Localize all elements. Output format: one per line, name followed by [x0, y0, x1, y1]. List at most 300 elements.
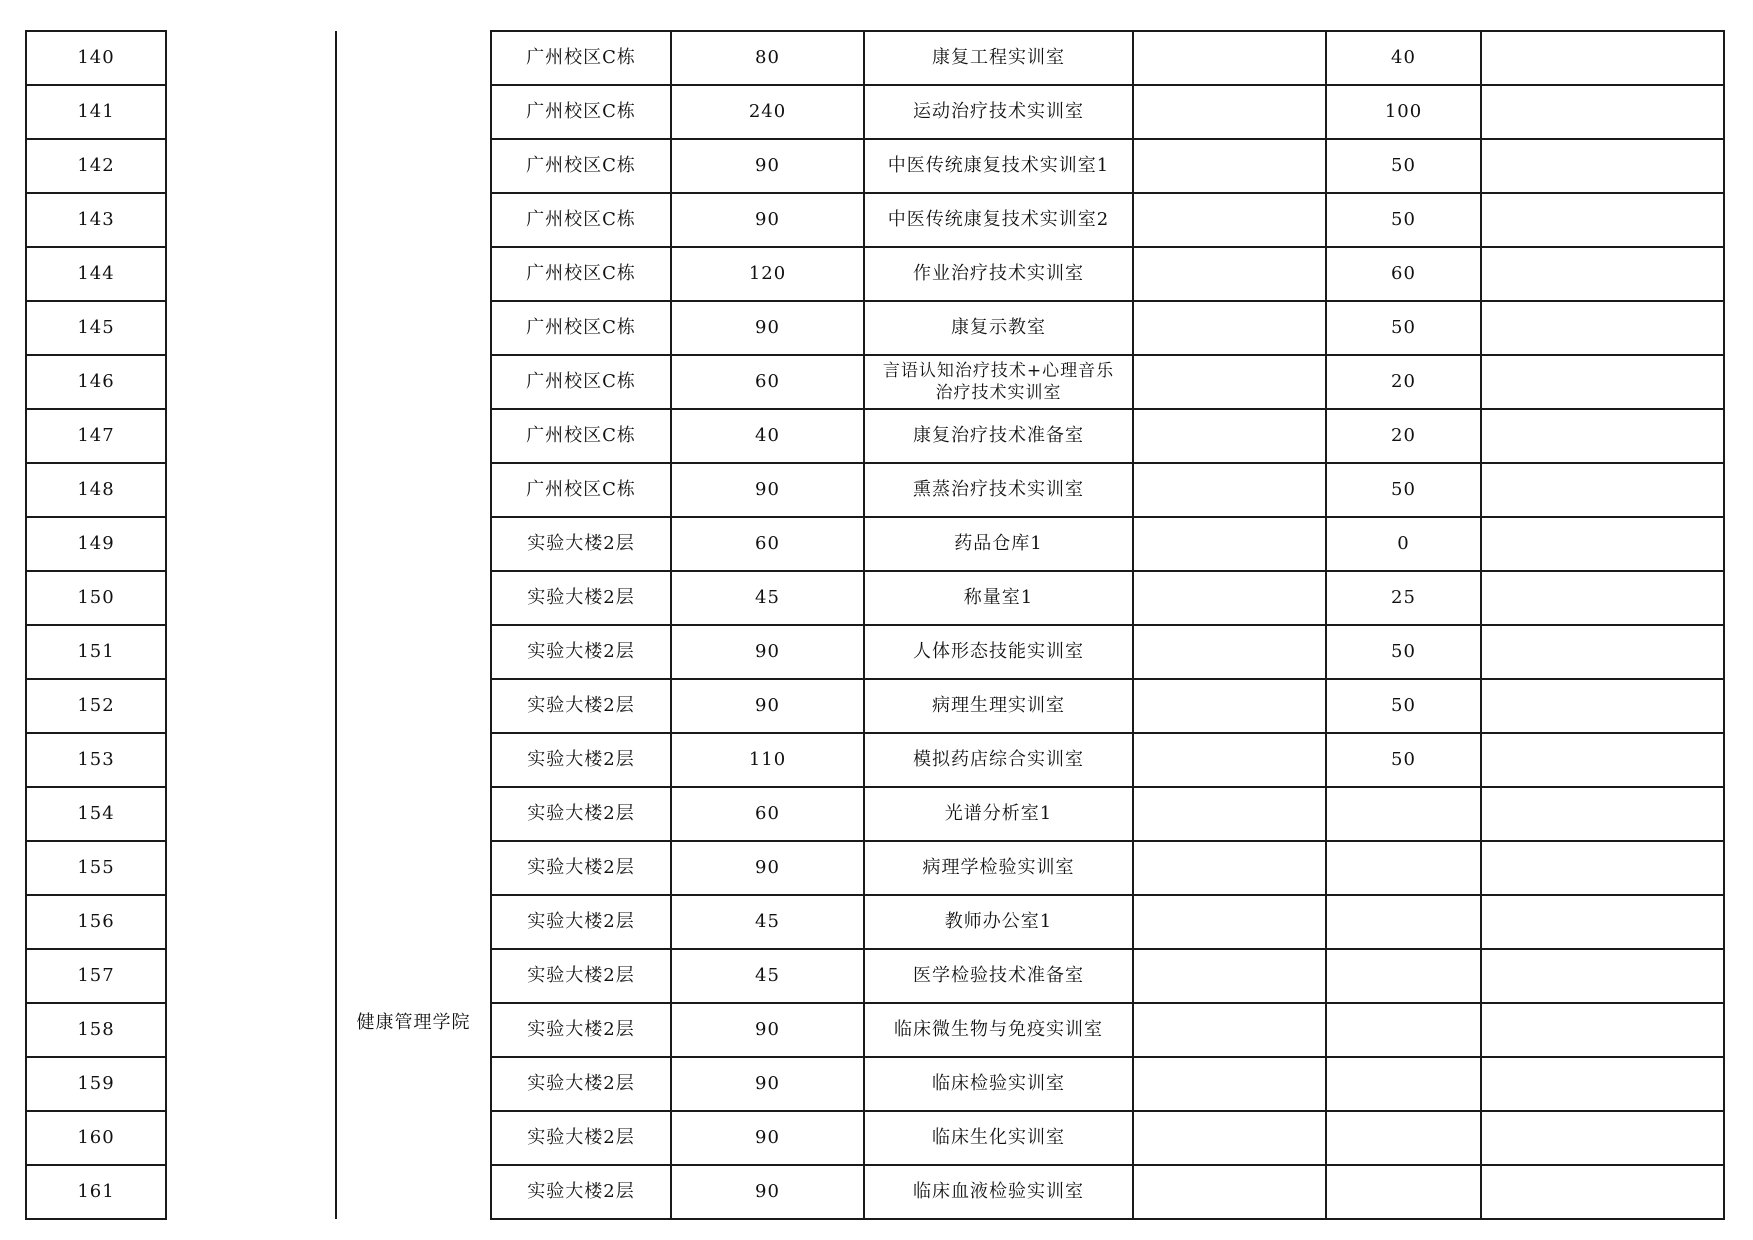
room-name-cell	[864, 895, 1133, 949]
table-row	[26, 517, 1724, 571]
extra-cell	[1133, 625, 1326, 679]
location-cell	[491, 841, 671, 895]
location-cell	[491, 139, 671, 193]
location-cell	[491, 463, 671, 517]
room-name-cell	[864, 193, 1133, 247]
room-name-cell	[864, 301, 1133, 355]
area-cell	[671, 355, 864, 409]
location-cell-text: 广州校区C栋	[526, 479, 636, 500]
capacity-cell-text: 25	[1391, 587, 1416, 608]
room-name-cell-text: 熏蒸治疗技术实训室	[913, 479, 1084, 500]
spacer-cell	[166, 247, 336, 301]
note-cell	[1481, 1003, 1724, 1057]
note-cell	[1481, 1165, 1724, 1219]
location-cell	[491, 1111, 671, 1165]
area-cell	[671, 247, 864, 301]
capacity-cell-text: 0	[1397, 533, 1410, 554]
spacer-cell	[166, 139, 336, 193]
row-number-cell	[26, 571, 166, 625]
location-cell	[491, 625, 671, 679]
spacer-cell	[166, 949, 336, 1003]
location-cell	[491, 733, 671, 787]
room-name-cell	[864, 1057, 1133, 1111]
department-cell	[336, 31, 491, 1219]
area-cell	[671, 571, 864, 625]
spacer-cell	[166, 1111, 336, 1165]
location-cell	[491, 1165, 671, 1219]
location-cell-text: 广州校区C栋	[526, 317, 636, 338]
capacity-cell	[1326, 949, 1481, 1003]
note-cell	[1481, 1111, 1724, 1165]
room-name-cell	[864, 625, 1133, 679]
capacity-cell	[1326, 787, 1481, 841]
location-cell	[491, 409, 671, 463]
table-row	[26, 733, 1724, 787]
row-number-cell-text: 145	[77, 317, 115, 338]
extra-cell	[1133, 463, 1326, 517]
capacity-cell	[1326, 841, 1481, 895]
extra-cell	[1133, 679, 1326, 733]
capacity-cell-text: 50	[1391, 695, 1416, 716]
row-number-cell-text: 158	[77, 1019, 115, 1040]
extra-cell	[1133, 787, 1326, 841]
extra-cell	[1133, 517, 1326, 571]
location-cell	[491, 301, 671, 355]
table-row	[26, 895, 1724, 949]
table-row	[26, 409, 1724, 463]
capacity-cell	[1326, 301, 1481, 355]
capacity-cell-text: 20	[1391, 371, 1416, 392]
area-cell-text: 90	[755, 1073, 780, 1094]
extra-cell	[1133, 733, 1326, 787]
extra-cell	[1133, 193, 1326, 247]
table-row	[26, 571, 1724, 625]
spacer-cell	[166, 571, 336, 625]
room-name-cell	[864, 949, 1133, 1003]
spacer-cell	[166, 625, 336, 679]
extra-cell	[1133, 301, 1326, 355]
capacity-cell	[1326, 625, 1481, 679]
location-cell-text: 广州校区C栋	[526, 371, 636, 392]
area-cell-text: 40	[755, 425, 780, 446]
area-cell	[671, 301, 864, 355]
note-cell	[1481, 733, 1724, 787]
row-number-cell-text: 153	[77, 749, 115, 770]
location-cell-text: 实验大楼2层	[527, 1181, 635, 1202]
row-number-cell	[26, 841, 166, 895]
room-name-cell	[864, 463, 1133, 517]
room-name-cell	[864, 733, 1133, 787]
area-cell-text: 60	[755, 371, 780, 392]
spacer-cell	[166, 409, 336, 463]
room-name-cell-text: 临床生化实训室	[932, 1127, 1065, 1148]
spacer-cell	[166, 1165, 336, 1219]
row-number-cell-text: 147	[77, 425, 115, 446]
row-number-cell	[26, 355, 166, 409]
capacity-cell	[1326, 895, 1481, 949]
area-cell	[671, 85, 864, 139]
room-name-cell	[864, 31, 1133, 85]
location-cell	[491, 679, 671, 733]
spacer-cell	[166, 1057, 336, 1111]
area-cell-text: 120	[748, 263, 787, 284]
note-cell	[1481, 355, 1724, 409]
room-name-cell	[864, 409, 1133, 463]
row-number-cell-text: 141	[77, 101, 115, 122]
row-number-cell-text: 143	[77, 209, 115, 230]
extra-cell	[1133, 1111, 1326, 1165]
spacer-cell	[166, 895, 336, 949]
room-name-cell-text: 中医传统康复技术实训室1	[887, 155, 1110, 176]
row-number-cell-text: 140	[77, 47, 115, 68]
location-cell-text: 实验大楼2层	[527, 587, 635, 608]
location-cell-text: 实验大楼2层	[527, 911, 635, 932]
table-row	[26, 139, 1724, 193]
room-name-cell-text: 光谱分析室1	[944, 803, 1053, 824]
spacer-cell	[166, 301, 336, 355]
extra-cell	[1133, 571, 1326, 625]
area-cell-text: 90	[755, 857, 780, 878]
row-number-cell	[26, 1111, 166, 1165]
extra-cell	[1133, 31, 1326, 85]
location-cell	[491, 517, 671, 571]
capacity-cell-text: 50	[1391, 209, 1416, 230]
note-cell	[1481, 949, 1724, 1003]
room-name-cell-text: 人体形态技能实训室	[913, 641, 1084, 662]
room-name-cell	[864, 1111, 1133, 1165]
room-name-cell-text: 模拟药店综合实训室	[913, 749, 1084, 770]
capacity-cell-text: 60	[1391, 263, 1416, 284]
row-number-cell	[26, 301, 166, 355]
row-number-cell	[26, 247, 166, 301]
capacity-cell	[1326, 85, 1481, 139]
area-cell	[671, 409, 864, 463]
room-name-cell-text: 言语认知治疗技术+心理音乐 治疗技术实训室	[882, 361, 1115, 403]
row-number-cell	[26, 193, 166, 247]
area-cell-text: 90	[755, 479, 780, 500]
table-row	[26, 1003, 1724, 1057]
table-row	[26, 247, 1724, 301]
room-name-cell	[864, 571, 1133, 625]
note-cell	[1481, 625, 1724, 679]
location-cell-text: 实验大楼2层	[527, 1073, 635, 1094]
area-cell	[671, 733, 864, 787]
location-cell-text: 广州校区C栋	[526, 425, 636, 446]
room-name-cell	[864, 85, 1133, 139]
area-cell	[671, 463, 864, 517]
capacity-cell	[1326, 679, 1481, 733]
note-cell	[1481, 841, 1724, 895]
location-cell	[491, 85, 671, 139]
room-name-cell-text: 病理生理实训室	[932, 695, 1065, 716]
capacity-cell	[1326, 193, 1481, 247]
row-number-cell-text: 157	[77, 965, 115, 986]
spacer-cell	[166, 193, 336, 247]
area-cell-text: 90	[755, 641, 780, 662]
table-row	[26, 625, 1724, 679]
extra-cell	[1133, 139, 1326, 193]
table-row	[26, 1165, 1724, 1219]
spacer-cell	[166, 1003, 336, 1057]
area-cell	[671, 787, 864, 841]
room-name-cell	[864, 517, 1133, 571]
table-row	[26, 193, 1724, 247]
location-cell-text: 实验大楼2层	[527, 749, 635, 770]
area-cell-text: 90	[755, 1019, 780, 1040]
area-cell-text: 90	[755, 155, 780, 176]
row-number-cell-text: 148	[77, 479, 115, 500]
area-cell-text: 45	[755, 965, 780, 986]
area-cell	[671, 1057, 864, 1111]
note-cell	[1481, 301, 1724, 355]
room-name-cell	[864, 1165, 1133, 1219]
extra-cell	[1133, 895, 1326, 949]
capacity-cell	[1326, 409, 1481, 463]
capacity-cell	[1326, 1111, 1481, 1165]
location-cell	[491, 247, 671, 301]
location-cell	[491, 787, 671, 841]
extra-cell	[1133, 355, 1326, 409]
room-name-cell	[864, 355, 1133, 409]
extra-cell	[1133, 1003, 1326, 1057]
extra-cell	[1133, 841, 1326, 895]
row-number-cell	[26, 1057, 166, 1111]
area-cell-text: 90	[755, 695, 780, 716]
row-number-cell	[26, 517, 166, 571]
row-number-cell-text: 155	[77, 857, 115, 878]
location-cell	[491, 1057, 671, 1111]
spacer-cell	[166, 679, 336, 733]
row-number-cell	[26, 139, 166, 193]
area-cell	[671, 517, 864, 571]
row-number-cell-text: 144	[77, 263, 115, 284]
location-cell-text: 实验大楼2层	[527, 965, 635, 986]
extra-cell	[1133, 1165, 1326, 1219]
table-row	[26, 679, 1724, 733]
note-cell	[1481, 193, 1724, 247]
row-number-cell	[26, 409, 166, 463]
table-row	[26, 31, 1724, 85]
capacity-cell	[1326, 463, 1481, 517]
capacity-cell-text: 40	[1391, 47, 1416, 68]
room-name-cell-text: 称量室1	[963, 587, 1034, 608]
area-cell	[671, 1165, 864, 1219]
note-cell	[1481, 31, 1724, 85]
area-cell	[671, 679, 864, 733]
location-cell-text: 实验大楼2层	[527, 641, 635, 662]
room-name-cell-text: 康复治疗技术准备室	[913, 425, 1084, 446]
extra-cell	[1133, 85, 1326, 139]
lab-room-table	[25, 30, 1725, 1220]
capacity-cell	[1326, 31, 1481, 85]
capacity-cell	[1326, 1165, 1481, 1219]
location-cell	[491, 949, 671, 1003]
location-cell-text: 广州校区C栋	[526, 101, 636, 122]
location-cell-text: 实验大楼2层	[527, 695, 635, 716]
location-cell-text: 实验大楼2层	[527, 533, 635, 554]
area-cell-text: 60	[755, 803, 780, 824]
table-row	[26, 463, 1724, 517]
spacer-cell	[166, 463, 336, 517]
row-number-cell	[26, 679, 166, 733]
room-name-cell	[864, 247, 1133, 301]
table-row	[26, 949, 1724, 1003]
room-name-cell-text: 临床血液检验实训室	[913, 1181, 1084, 1202]
row-number-cell	[26, 463, 166, 517]
room-name-cell-text: 教师办公室1	[944, 911, 1053, 932]
capacity-cell-text: 50	[1391, 317, 1416, 338]
table-row	[26, 301, 1724, 355]
area-cell-text: 90	[755, 1127, 780, 1148]
spacer-cell	[166, 85, 336, 139]
table-row	[26, 1057, 1724, 1111]
area-cell-text: 90	[755, 317, 780, 338]
location-cell-text: 实验大楼2层	[527, 1127, 635, 1148]
capacity-cell	[1326, 247, 1481, 301]
location-cell	[491, 31, 671, 85]
location-cell	[491, 895, 671, 949]
location-cell-text: 实验大楼2层	[527, 803, 635, 824]
note-cell	[1481, 247, 1724, 301]
area-cell-text: 240	[748, 101, 787, 122]
room-name-cell	[864, 787, 1133, 841]
spacer-cell	[166, 517, 336, 571]
department-name: 健康管理学院	[356, 1012, 471, 1033]
room-name-cell	[864, 841, 1133, 895]
capacity-cell-text: 20	[1391, 425, 1416, 446]
row-number-cell	[26, 895, 166, 949]
area-cell	[671, 31, 864, 85]
room-name-cell-text: 医学检验技术准备室	[913, 965, 1084, 986]
area-cell-text: 80	[755, 47, 780, 68]
note-cell	[1481, 517, 1724, 571]
capacity-cell	[1326, 517, 1481, 571]
location-cell-text: 实验大楼2层	[527, 857, 635, 878]
location-cell-text: 广州校区C栋	[526, 263, 636, 284]
note-cell	[1481, 787, 1724, 841]
note-cell	[1481, 139, 1724, 193]
area-cell-text: 45	[755, 911, 780, 932]
capacity-cell-text: 50	[1391, 641, 1416, 662]
area-cell	[671, 841, 864, 895]
area-cell-text: 45	[755, 587, 780, 608]
capacity-cell	[1326, 139, 1481, 193]
note-cell	[1481, 895, 1724, 949]
room-name-cell-text: 临床微生物与免疫实训室	[894, 1019, 1103, 1040]
room-name-cell-text: 临床检验实训室	[932, 1073, 1065, 1094]
extra-cell	[1133, 1057, 1326, 1111]
capacity-cell-text: 50	[1391, 155, 1416, 176]
spacer-cell	[166, 787, 336, 841]
note-cell	[1481, 1057, 1724, 1111]
room-name-cell	[864, 139, 1133, 193]
room-name-cell-text: 运动治疗技术实训室	[913, 101, 1084, 122]
row-number-cell-text: 154	[77, 803, 115, 824]
note-cell	[1481, 463, 1724, 517]
capacity-cell	[1326, 355, 1481, 409]
note-cell	[1481, 571, 1724, 625]
room-name-cell-text: 康复工程实训室	[932, 47, 1065, 68]
table-row	[26, 1111, 1724, 1165]
row-number-cell	[26, 733, 166, 787]
area-cell	[671, 1111, 864, 1165]
row-number-cell	[26, 787, 166, 841]
spacer-cell	[166, 841, 336, 895]
table-row	[26, 841, 1724, 895]
location-cell-text: 广州校区C栋	[526, 155, 636, 176]
room-name-cell-text: 康复示教室	[951, 317, 1046, 338]
location-cell	[491, 193, 671, 247]
room-name-cell-text: 中医传统康复技术实训室2	[887, 209, 1110, 230]
note-cell	[1481, 409, 1724, 463]
area-cell	[671, 625, 864, 679]
table-body	[26, 31, 1724, 1219]
location-cell	[491, 1003, 671, 1057]
area-cell-text: 110	[748, 749, 787, 770]
row-number-cell	[26, 85, 166, 139]
row-number-cell-text: 159	[77, 1073, 115, 1094]
note-cell	[1481, 679, 1724, 733]
location-cell	[491, 355, 671, 409]
extra-cell	[1133, 409, 1326, 463]
row-number-cell-text: 149	[77, 533, 115, 554]
row-number-cell	[26, 31, 166, 85]
location-cell	[491, 571, 671, 625]
area-cell	[671, 949, 864, 1003]
row-number-cell-text: 161	[77, 1181, 115, 1202]
room-name-cell-text: 药品仓库1	[954, 533, 1043, 554]
room-name-cell	[864, 679, 1133, 733]
row-number-cell-text: 152	[77, 695, 115, 716]
capacity-cell	[1326, 1003, 1481, 1057]
capacity-cell-text: 100	[1384, 101, 1423, 122]
room-name-cell-text: 病理学检验实训室	[922, 857, 1075, 878]
row-number-cell-text: 146	[77, 371, 115, 392]
row-number-cell	[26, 625, 166, 679]
row-number-cell	[26, 1003, 166, 1057]
spacer-cell	[166, 355, 336, 409]
room-name-cell	[864, 1003, 1133, 1057]
capacity-cell-text: 50	[1391, 479, 1416, 500]
row-number-cell	[26, 949, 166, 1003]
table-row	[26, 787, 1724, 841]
area-cell-text: 90	[755, 209, 780, 230]
location-cell-text: 广州校区C栋	[526, 209, 636, 230]
area-cell-text: 90	[755, 1181, 780, 1202]
capacity-cell	[1326, 571, 1481, 625]
area-cell	[671, 139, 864, 193]
location-cell-text: 广州校区C栋	[526, 47, 636, 68]
extra-cell	[1133, 247, 1326, 301]
area-cell	[671, 1003, 864, 1057]
area-cell	[671, 193, 864, 247]
row-number-cell-text: 150	[77, 587, 115, 608]
note-cell	[1481, 85, 1724, 139]
row-number-cell-text: 160	[77, 1127, 115, 1148]
capacity-cell	[1326, 1057, 1481, 1111]
table-row	[26, 85, 1724, 139]
row-number-cell-text: 156	[77, 911, 115, 932]
row-number-cell	[26, 1165, 166, 1219]
area-cell	[671, 895, 864, 949]
capacity-cell-text: 50	[1391, 749, 1416, 770]
capacity-cell	[1326, 733, 1481, 787]
spacer-cell	[166, 31, 336, 85]
location-cell-text: 实验大楼2层	[527, 1019, 635, 1040]
table-row	[26, 355, 1724, 409]
spacer-cell	[166, 733, 336, 787]
room-name-cell-text: 作业治疗技术实训室	[913, 263, 1084, 284]
